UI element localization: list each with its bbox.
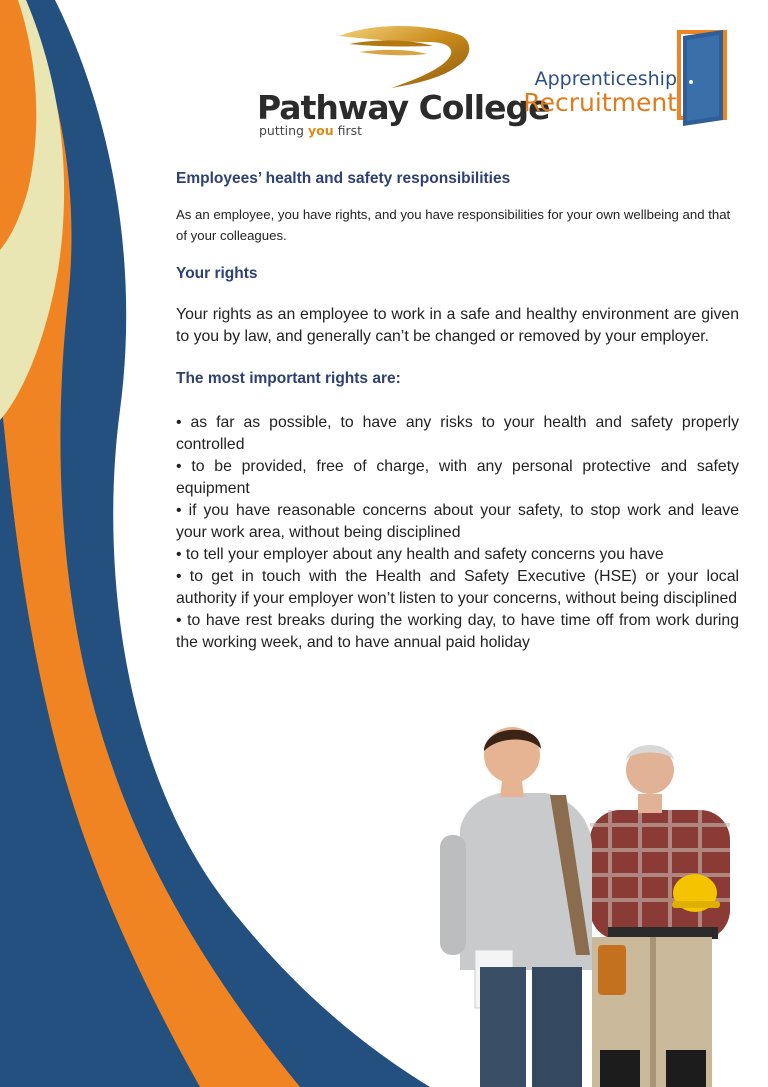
list-item: • to be provided, free of charge, with any personal protective and safety equipment xyxy=(176,458,739,497)
apprentice-and-mentor-photo xyxy=(440,715,745,1087)
partner-name-line1: Apprenticeship xyxy=(534,68,677,90)
door-logo-icon xyxy=(671,30,735,126)
list-item: • to have rest breaks during the working day, to have time off from work during the working week, and to have annual paid holiday xyxy=(176,612,739,651)
rights-paragraph: Your rights as an employee to work in a safe and healthy environment are given to you by law, and generally can’t be changed or removed by your employer. xyxy=(176,306,739,345)
mentor-figure-icon xyxy=(590,745,730,1087)
apprenticeship-recruitment-logo xyxy=(505,30,745,130)
list-item: • as far as possible, to have any risks to your health and safety properly controlled xyxy=(176,414,739,453)
partner-name-line2: Recruitment xyxy=(523,88,677,117)
college-tagline: putting you first xyxy=(259,123,363,138)
rights-list xyxy=(176,412,739,654)
list-item: • to tell your employer about any health and safety concerns you have xyxy=(176,546,664,563)
apprentice-figure-icon xyxy=(440,727,592,1087)
main-content xyxy=(176,168,739,654)
list-item: • to get in touch with the Health and Safety Executive (HSE) or your local authority if your employer won’t listen to your concerns, without being disciplined xyxy=(176,568,739,607)
page-title: Employees’ health and safety responsibilities xyxy=(176,170,511,187)
college-name: Pathway College xyxy=(257,88,550,127)
list-item: • if you have reasonable concerns about your safety, to stop work and leave your work area, without being disciplined xyxy=(176,502,739,541)
important-rights-heading: The most important rights are: xyxy=(176,370,401,387)
pathway-college-logo xyxy=(255,22,550,140)
rights-heading: Your rights xyxy=(176,265,258,282)
gold-swoosh-logo-icon xyxy=(335,22,475,92)
intro-paragraph: As an employee, you have rights, and you have responsibilities for your own wellbeing and that of your colleagues. xyxy=(176,207,731,243)
